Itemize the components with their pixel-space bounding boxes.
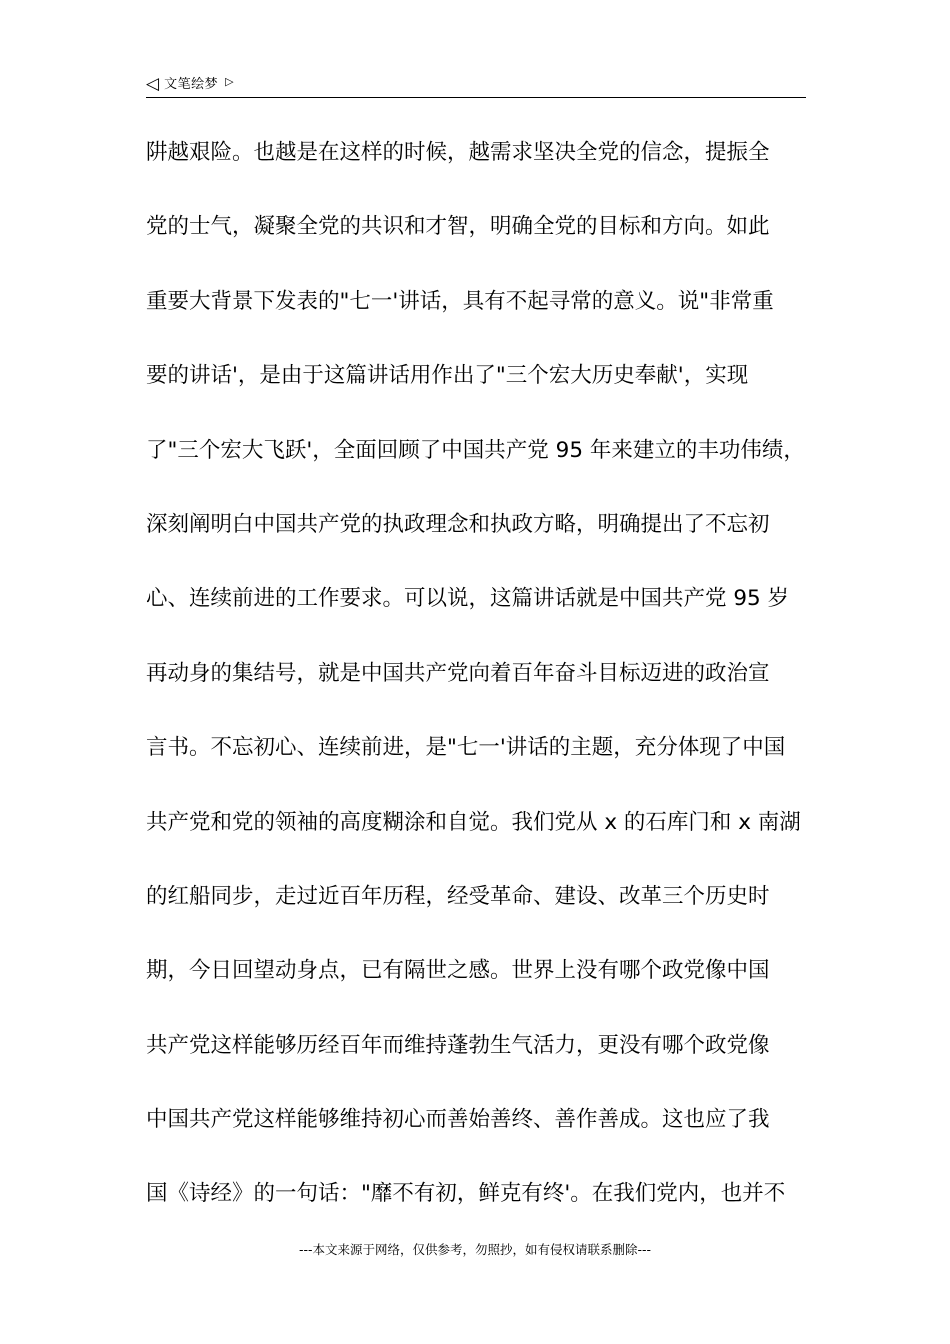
text-line: 要的讲话'，是由于这篇讲话用作出了"三个宏大历史奉献'，实现 [146,363,749,389]
text-line: 深刻阐明白中国共产党的执政理念和执政方略，明确提出了不忘初 [146,511,770,537]
text-line: 共产党和党的领袖的高度糊涂和自觉。我们党从 x 的石库门和 x 南湖 [146,809,801,835]
text-line: 了"三个宏大飞跃'，全面回顾了中国共产党 95 年来建立的丰功伟绩， [146,437,805,463]
text-line: 言书。不忘初心、连续前进，是"七一'讲话的主题，充分体现了中国 [146,735,786,761]
text-line: 党的士气，凝聚全党的共识和才智，明确全党的目标和方向。如此 [146,214,770,240]
text-line: 中国共产党这样能够维持初心而善始善终、善作善成。这也应了我 [146,1107,770,1133]
header-divider [146,97,806,98]
left-triangle-icon: ◁ [146,73,160,94]
text-line: 阱越艰险。也越是在这样的时候，越需求坚决全党的信念，提振全 [146,140,770,165]
header-title: 文笔绘梦 [164,76,219,92]
text-line: 共产党这样能够历经百年而维持蓬勃生气活力，更没有哪个政党像 [146,1032,770,1058]
document-body [146,132,810,1248]
text-line: 的红船同步，走过近百年历程，经受革命、建设、改革三个历史时 [146,883,770,909]
text-line: 国《诗经》的一句话："靡不有初，鲜克有终'。在我们党内，也并不 [146,1181,786,1207]
text-line: 重要大背景下发表的"七一'讲话，具有不起寻常的意义。说"非常重 [146,288,774,314]
right-triangle-icon: ▷ [225,74,234,88]
page-header [146,72,234,96]
text-line: 再动身的集结号，就是中国共产党向着百年奋斗目标迈进的政治宣 [146,660,770,686]
footer-notice: ---本文来源于网络，仅供参考，勿照抄，如有侵权请联系删除--- [298,1242,652,1257]
text-line: 心、连续前进的工作要求。可以说，这篇讲话就是中国共产党 95 岁 [146,586,790,612]
text-line: 期，今日回望动身点，已有隔世之感。世界上没有哪个政党像中国 [146,958,770,984]
